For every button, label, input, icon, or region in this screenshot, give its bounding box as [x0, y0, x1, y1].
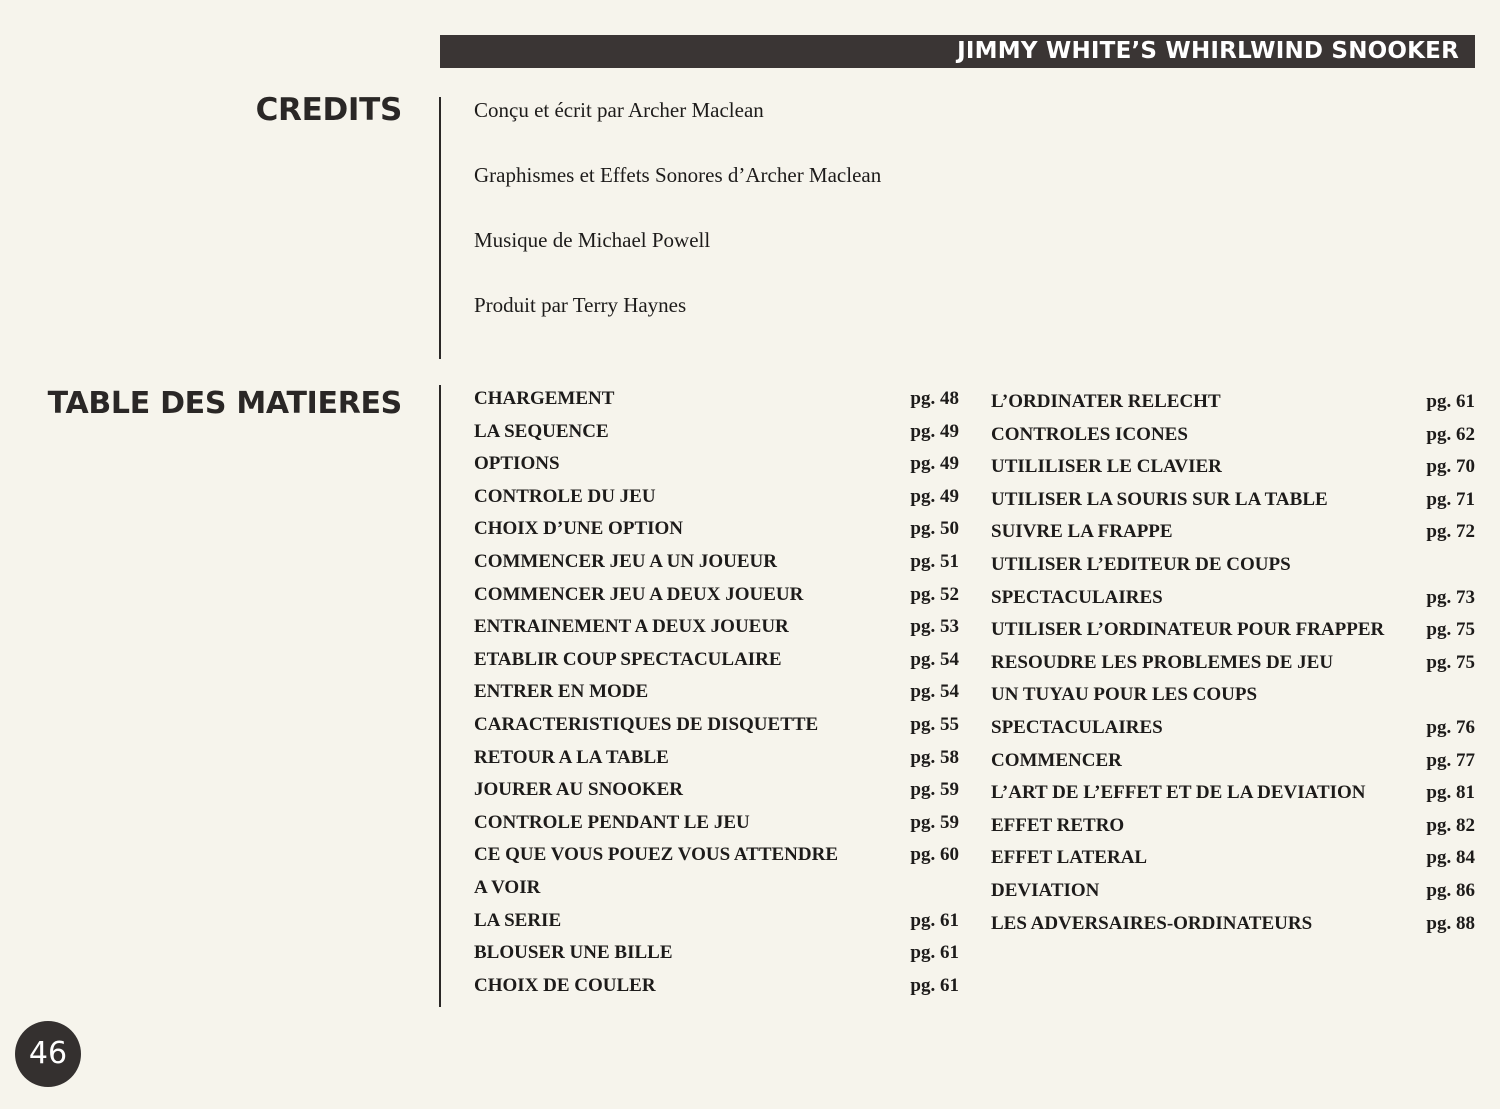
toc-entry-title: JOURER AU SNOOKER	[474, 779, 684, 801]
toc-entry	[991, 878, 1475, 911]
toc-entry	[991, 813, 1475, 846]
toc-entry	[474, 973, 959, 1006]
toc-entry-title: L’ORDINATER RELECHT	[991, 391, 1221, 412]
toc-entry-page: pg. 73	[1426, 586, 1475, 608]
toc-entry-title: RESOUDRE LES PROBLEMES DE JEU	[991, 651, 1334, 673]
credit-line: Musique de Michael Powell	[474, 228, 711, 252]
toc-entry	[474, 419, 959, 452]
divider-line-toc	[439, 385, 441, 1007]
toc-entry	[474, 516, 959, 549]
toc-entry	[991, 682, 1475, 715]
toc-entry	[474, 712, 959, 745]
toc-entry-page: pg. 88	[1426, 912, 1475, 934]
toc-entry	[991, 552, 1475, 585]
toc-entry-title: UTILISER L’ORDINATEUR POUR FRAPPER	[991, 619, 1385, 641]
toc-entry-page: pg. 54	[910, 648, 959, 670]
toc-entry-page: pg. 75	[1426, 651, 1475, 673]
toc-entry	[474, 679, 959, 712]
toc-entry-title: CHOIX D’UNE OPTION	[474, 518, 684, 540]
toc-entry	[991, 389, 1475, 422]
toc-entry-title: UN TUYAU POUR LES COUPS	[991, 684, 1258, 706]
toc-entry-title: UTILISER LA SOURIS SUR LA TABLE	[991, 488, 1328, 510]
toc-entry	[991, 748, 1475, 781]
toc-entry-title: L’ART DE L’EFFET ET DE LA DEVIATION	[991, 782, 1366, 804]
credit-line: Produit par Terry Haynes	[474, 293, 687, 317]
toc-entry-page: pg. 62	[1426, 423, 1475, 445]
toc-entry	[474, 745, 959, 778]
toc-entry-title: CE QUE VOUS POUEZ VOUS ATTENDRE	[474, 844, 839, 866]
toc-entry-page: pg. 72	[1426, 521, 1475, 543]
toc-entry	[474, 842, 959, 875]
toc-entry-page: pg. 49	[910, 485, 959, 507]
toc-entry-title: ENTRAINEMENT A DEUX JOUEUR	[474, 616, 789, 638]
toc-entry-title: BLOUSER UNE BILLE	[474, 942, 673, 964]
toc-entry-page: pg. 59	[910, 779, 959, 801]
toc-entry-title: ETABLIR COUP SPECTACULAIRE	[474, 648, 782, 670]
toc-entry-title: LA SERIE	[474, 909, 562, 931]
toc-entry-title: CHOIX DE COULER	[474, 974, 656, 996]
toc-entry	[991, 780, 1475, 813]
toc-entry-title: UTILISER L’EDITEUR DE COUPS	[991, 553, 1291, 575]
toc-entry-page: pg. 50	[910, 518, 959, 540]
toc-entry-title: EFFET LATERAL	[991, 847, 1148, 869]
toc-entry-title: RETOUR A LA TABLE	[474, 746, 669, 768]
toc-entry-page: pg. 52	[910, 583, 959, 605]
toc-entry	[991, 422, 1475, 455]
toc-entry-title: LES ADVERSAIRES-ORDINATEURS	[991, 912, 1313, 934]
credit-line: Conçu et écrit par Archer Maclean	[474, 98, 764, 122]
toc-entry	[991, 519, 1475, 552]
toc-entry	[474, 875, 959, 908]
toc-entry	[474, 582, 959, 615]
toc-entry-page: pg. 75	[1426, 619, 1475, 641]
toc-entry-title: COMMENCER	[991, 749, 1122, 771]
toc-entry-page: pg. 49	[910, 420, 959, 442]
toc-entry	[474, 810, 959, 843]
toc-heading: TABLE DES MATIERES	[47, 386, 402, 421]
toc-entry-page: pg. 51	[910, 550, 959, 572]
toc-entry-title: CHARGEMENT	[474, 388, 615, 409]
toc-entry-page: pg. 58	[910, 746, 959, 768]
toc-entry-title: OPTIONS	[474, 453, 560, 475]
toc-entry-title: SUIVRE LA FRAPPE	[991, 521, 1173, 543]
toc-entry-page: pg. 77	[1426, 749, 1475, 771]
toc-entry-page: pg. 59	[910, 811, 959, 833]
toc-entry-title: CONTROLE DU JEU	[474, 485, 656, 507]
toc-entry-page: pg. 81	[1426, 782, 1475, 804]
toc-entry	[991, 911, 1475, 944]
toc-entry-page: pg. 48	[910, 388, 959, 409]
credits-heading: CREDITS	[255, 92, 402, 128]
toc-entry-title: DEVIATION	[991, 879, 1100, 901]
toc-entry-page: pg. 53	[910, 616, 959, 638]
toc-column-right	[991, 389, 1475, 943]
page-number-badge: 46	[15, 1021, 81, 1087]
toc-entry-title: CONTROLE PENDANT LE JEU	[474, 811, 750, 833]
toc-entry-title: COMMENCER JEU A DEUX JOUEUR	[474, 583, 804, 605]
toc-entry-title: CARACTERISTIQUES DE DISQUETTE	[474, 713, 819, 735]
page-header-title: JIMMY WHITE’S WHIRLWIND SNOOKER	[957, 38, 1459, 64]
toc-entry-page: pg. 82	[1426, 814, 1475, 836]
toc-entry-page: pg. 49	[910, 453, 959, 475]
toc-entry	[991, 650, 1475, 683]
toc-entry	[474, 386, 959, 419]
toc-entry-title: COMMENCER JEU A UN JOUEUR	[474, 550, 777, 572]
toc-entry-page: pg. 84	[1426, 847, 1475, 869]
toc-entry	[991, 487, 1475, 520]
toc-entry	[991, 715, 1475, 748]
toc-entry	[474, 647, 959, 680]
toc-entry	[474, 777, 959, 810]
toc-entry-page: pg. 76	[1426, 716, 1475, 738]
toc-entry-page: pg. 54	[910, 681, 959, 703]
toc-entry	[991, 845, 1475, 878]
toc-entry	[474, 484, 959, 517]
credit-line: Graphismes et Effets Sonores d’Archer Maclean	[474, 163, 882, 187]
divider-line-credits	[439, 97, 441, 359]
toc-entry-title: CONTROLES ICONES	[991, 423, 1188, 445]
toc-entry-title: A VOIR	[474, 876, 541, 898]
toc-entry	[474, 940, 959, 973]
toc-entry-page: pg. 60	[910, 844, 959, 866]
header-bar	[440, 35, 1475, 68]
toc-entry	[474, 549, 959, 582]
toc-entry-title: SPECTACULAIRES	[991, 586, 1163, 608]
toc-entry-page: pg. 70	[1426, 456, 1475, 478]
toc-entry-title: LA SEQUENCE	[474, 420, 609, 442]
toc-column-left	[474, 386, 959, 1005]
toc-entry-page: pg. 61	[910, 909, 959, 931]
toc-entry	[991, 585, 1475, 618]
toc-entry-page: pg. 61	[1426, 391, 1475, 412]
toc-entry-page: pg. 71	[1426, 488, 1475, 510]
toc-entry	[991, 454, 1475, 487]
toc-entry	[991, 617, 1475, 650]
toc-entry-page: pg. 61	[910, 974, 959, 996]
toc-entry	[474, 614, 959, 647]
toc-entry	[474, 908, 959, 941]
toc-entry-page: pg. 86	[1426, 879, 1475, 901]
toc-entry-page: pg. 55	[910, 713, 959, 735]
toc-entry-page: pg. 61	[910, 942, 959, 964]
toc-entry	[474, 451, 959, 484]
toc-entry-title: UTILILISER LE CLAVIER	[991, 456, 1222, 478]
toc-entry-title: EFFET RETRO	[991, 814, 1125, 836]
toc-entry-title: SPECTACULAIRES	[991, 716, 1163, 738]
toc-entry-title: ENTRER EN MODE	[474, 681, 649, 703]
